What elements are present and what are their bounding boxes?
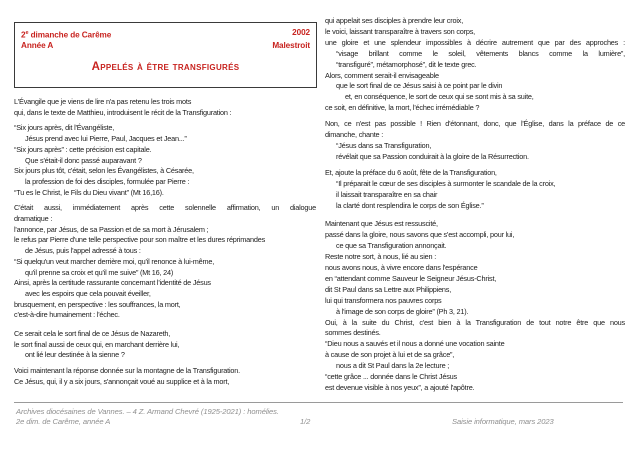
text-line: dramatique :	[14, 214, 53, 224]
header-row-1	[21, 28, 310, 41]
text-line: le voici, laissant transparaître à travers son corps,	[325, 26, 475, 36]
footer-archive-line1: Archives diocésaines de Vannes. – 4 Z. Armand Chevré (1925-2021) : homélies.	[16, 407, 279, 416]
text-line: à l'image de son corps de gloire” (Ph 3, 21).	[336, 306, 469, 316]
text-line: passé dans la gloire, nous savons que s'est accompli, pour lui,	[325, 230, 515, 240]
footer-archive-reference	[16, 407, 279, 427]
text-line: qui, dans le texte de Matthieu, introduisent le récit de la Transfiguration :	[14, 107, 232, 117]
text-line: “Si quelqu'un veut marcher derrière moi, qu'il renonce à lui-même,	[14, 256, 215, 266]
text-line: qu'il prenne sa croix et qu'il me suive” (Mt 16, 24)	[25, 267, 174, 277]
header-year: 2002	[292, 28, 310, 37]
paragraph	[14, 329, 316, 361]
text-line: Six jours plus tôt, c'était, selon les Évangélistes, à Césarée,	[14, 166, 194, 176]
paragraph	[14, 97, 316, 118]
text-line: Reste notre sort, à nous, lié au sien :	[325, 252, 437, 262]
text-line: “cette grâce ... donnée dans le Christ Jésus	[325, 372, 457, 382]
text-line: Non, ce n'est pas possible ! Rien d'étonnant, donc, que l'Église, dans la préface de ce	[325, 119, 625, 129]
text-line: qui appelait ses disciples à prendre leur croix,	[325, 16, 464, 25]
text-line: la clarté dont resplendira le corps de son Église.”	[336, 200, 484, 210]
header-annee: Année A	[21, 40, 54, 50]
text-line: Ce Jésus, qui, il y a six jours, s'annonçait voué au supplice et à la mort,	[14, 376, 230, 386]
paragraph	[14, 123, 316, 198]
header-series: 2e dimanche de Carême	[21, 30, 112, 40]
text-line: lui qui transformera nos pauvres corps	[325, 295, 442, 305]
paragraph	[14, 203, 316, 321]
text-line: avec les espoirs que cela pouvait éveiller,	[25, 288, 151, 298]
text-line: “Il préparait le cœur de ses disciples à surmonter le scandale de la croix,	[336, 178, 556, 188]
text-line: Ce serait cela le sort final de ce Jésus de Nazareth,	[14, 329, 171, 339]
text-line: et, en conséquence, le sort de ceux qui se sont mis à sa suite,	[345, 92, 534, 102]
paragraph	[325, 119, 625, 163]
text-line: “Tu es le Christ, le Fils du Dieu vivant” (Mt 16,16).	[14, 187, 164, 197]
text-line: Alors, comment serait-il envisageable	[325, 70, 439, 80]
right-text-column	[325, 16, 625, 399]
text-line: ont lié leur destinée à la sienne ?	[25, 350, 125, 360]
text-line: le refus par Pierre d'une telle perspective pour son maître et les dures réprimandes	[14, 235, 266, 245]
text-line: sommes destinés.	[325, 328, 381, 338]
text-line: ce que sa Transfiguration annonçait.	[336, 241, 447, 251]
text-line: l'annonce, par Jésus, de sa Passion et de sa mort à Jérusalem ;	[14, 224, 209, 234]
text-line: Et, ajoute la préface du 6 août, fête de la Transfiguration,	[325, 167, 497, 177]
text-line: c'est-à-dire humainement : l'échec.	[14, 310, 120, 320]
header-place: Malestroit	[272, 40, 310, 50]
text-line: “Dieu nous a sauvés et il nous a donné une vocation sainte	[325, 339, 505, 349]
paragraph	[325, 168, 625, 212]
paragraph	[325, 16, 625, 114]
left-text-column	[14, 97, 316, 393]
footer-archive-line2: 2e dim. de Carême, année A	[16, 417, 111, 426]
text-line: brusquement, en perspective : les souffrances, la mort,	[14, 299, 181, 309]
text-line: révélait que sa Passion conduirait à la gloire de la Résurrection.	[336, 151, 529, 161]
text-line: que le sort final de ce Jésus saisi à ce point par le divin	[336, 81, 503, 91]
text-line: à cause de son projet à lui et de sa grâce”,	[325, 350, 455, 360]
header-box	[14, 22, 317, 88]
text-line: Voici maintenant la réponse donnée sur la montagne de la Transfiguration.	[14, 366, 240, 376]
text-line: “Six jours après” : cette précision est capitale.	[14, 144, 152, 154]
text-line: L'Évangile que je viens de lire n'a pas retenu les trois mots	[14, 97, 192, 106]
text-line: une gloire et une splendeur impossibles à décrire autrement que par des approches :	[325, 37, 625, 47]
header-row-2	[21, 41, 310, 51]
page-title: Appelés à être transfigurés	[91, 60, 240, 73]
text-line: Jésus prend avec lui Pierre, Paul, Jacques et Jean...”	[25, 134, 187, 144]
text-line: nous avons nous, à vivre encore dans l'espérance	[325, 263, 478, 273]
text-line: le sort final aussi de ceux qui, en marchant derrière lui,	[14, 339, 180, 349]
text-line: “transfiguré”, métamorphosé”, dit le texte grec.	[336, 59, 477, 69]
text-line: Ainsi, après la certitude rassurante concernant l'identité de Jésus	[14, 278, 211, 288]
text-line: la profession de foi des disciples, formulée par Pierre :	[25, 176, 190, 186]
text-line: Oui, à la suite du Christ, c'est bien à la Transfiguration de tout notre être que nous	[325, 317, 625, 327]
footer-divider	[14, 402, 623, 403]
text-line: ce soit, en définitive, la mort, l'échec irrémédiable ?	[325, 103, 480, 113]
text-line: “Six jours après, dit l'Évangéliste,	[14, 123, 115, 133]
text-line: Maintenant que Jésus est ressuscité,	[325, 219, 438, 229]
text-line: C'était aussi, immédiatement après cette solennelle affirmation, un dialogue	[14, 203, 316, 213]
page-number: 1/2	[300, 417, 311, 426]
text-line: Que s'était-il donc passé auparavant ?	[25, 155, 142, 165]
text-line: “Jésus dans sa Transfiguration,	[336, 140, 432, 150]
text-line: “visage brillant comme le soleil, vêtements blancs comme la lumière”,	[336, 48, 625, 58]
text-line: de Jésus, puis l'appel adressé à tous :	[25, 246, 141, 256]
text-line: dit St Paul dans sa Lettre aux Philippiens,	[325, 284, 452, 294]
text-line: il laissait transparaître en sa chair	[336, 189, 438, 199]
text-line: dimanche, chante :	[325, 130, 384, 140]
text-line: est devenue visible à nos yeux”, a ajouté l'apôtre.	[325, 383, 475, 392]
paragraph	[14, 366, 316, 387]
paragraph	[325, 219, 625, 394]
text-line: nous a dit St Paul dans la 2e lecture ;	[336, 361, 450, 371]
text-line: en “attendant comme Sauveur le Seigneur Jésus-Christ,	[325, 273, 497, 283]
footer-typing-note: Saisie informatique, mars 2023	[452, 417, 554, 426]
